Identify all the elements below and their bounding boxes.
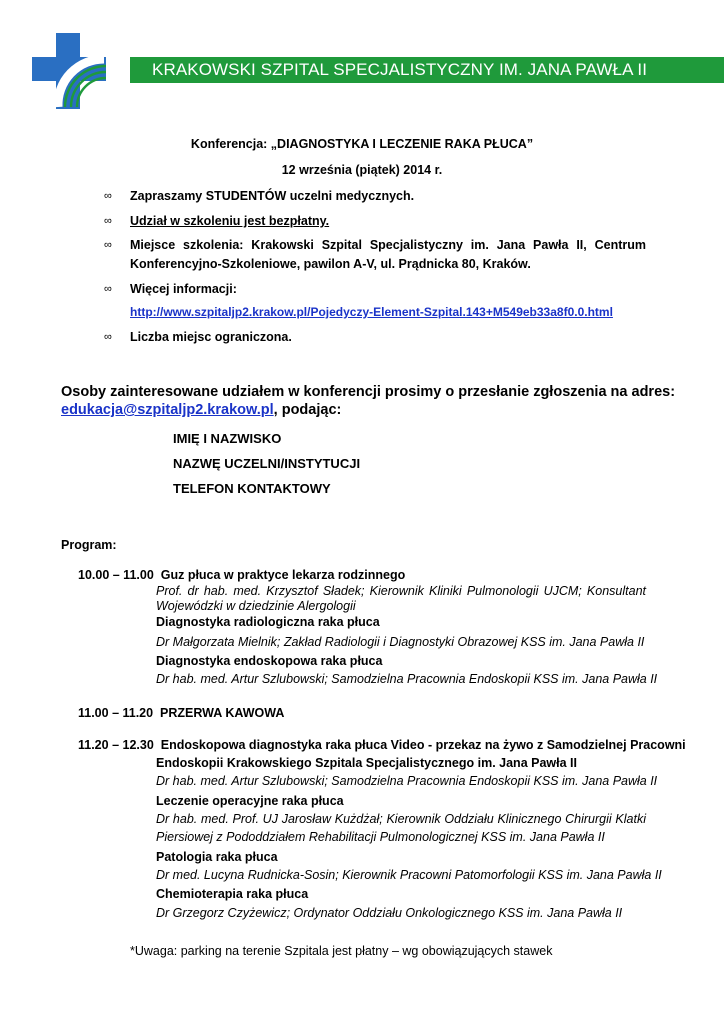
bullet-free: Udział w szkoleniu jest bezpłatny. [130, 214, 330, 228]
bullet-infinity-icon: ∞ [104, 283, 112, 295]
block2-speaker3: Dr med. Lucyna Rudnicka-Sosin; Kierownik Pracowni Patomorfologii KSS im. Jana Pawła II [156, 868, 662, 882]
block1-topic3: Diagnostyka endoskopowa raka płuca [156, 654, 383, 668]
block2-title-line2: Endoskopii Krakowskiego Szpitala Specjalistycznego im. Jana Pawła II [156, 756, 577, 770]
block2-topic3: Patologia raka płuca [156, 850, 278, 864]
program-label: Program: [61, 538, 117, 552]
info-url-link[interactable]: http://www.szpitaljp2.krakow.pl/Pojedyczy-Element-Szpital.143+M549eb33a8f0.0.html [130, 305, 613, 319]
registration-suffix: , podając: [273, 402, 342, 418]
block1-speaker2: Dr Małgorzata Mielnik; Zakład Radiologii i Diagnostyki Obrazowej KSS im. Jana Pawła II [156, 635, 645, 649]
field-phone: TELEFON KONTAKTOWY [173, 481, 331, 496]
bullet-location-line2: Konferencyjno-Szkoleniowe, pawilon A-V, ul. Prądnicka 80, Kraków. [130, 257, 531, 271]
registration-email-line [61, 401, 341, 419]
block2-speaker1: Dr hab. med. Artur Szlubowski; Samodzielna Pracownia Endoskopii KSS im. Jana Pawła II [156, 774, 658, 788]
program-break [78, 705, 284, 721]
block2-speaker2-line2: Piersiowej z Pododdziałem Rehabilitacji Pulmonologicznej KSS im. Jana Pawła II [156, 830, 605, 844]
block2-topic4: Chemioterapia raka płuca [156, 887, 309, 901]
block2-speaker2-line1: Dr hab. med. Prof. UJ Jarosław Kużdżał; Kierownik Oddziału Klinicznego Chirurgii Klatki [156, 812, 646, 826]
hospital-cross-logo [32, 33, 106, 109]
parking-note: *Uwaga: parking na terenie Szpitala jest płatny – wg obowiązujących stawek [130, 944, 553, 958]
block1-time: 10.00 – 11.00 [78, 568, 154, 582]
bullet-limited: Liczba miejsc ograniczona. [130, 330, 292, 344]
bullet-students: Zapraszamy STUDENTÓW uczelni medycznych. [130, 189, 415, 203]
field-institution: NAZWĘ UCZELNI/INSTYTUCJI [173, 456, 361, 471]
bullet-more-info: Więcej informacji: [130, 282, 237, 296]
block2-speaker4: Dr Grzegorz Czyżewicz; Ordynator Oddziału Onkologicznego KSS im. Jana Pawła II [156, 906, 623, 920]
block1-topic2: Diagnostyka radiologiczna raka płuca [156, 615, 380, 629]
block2-topic2: Leczenie operacyjne raka płuca [156, 794, 344, 808]
bullet-infinity-icon: ∞ [104, 331, 112, 343]
block1-speaker1-line2: Wojewódzki w dziedzinie Alergologii [156, 599, 356, 613]
hospital-name-banner: KRAKOWSKI SZPITAL SPECJALISTYCZNY IM. JANA PAWŁA II [130, 57, 724, 83]
field-name: IMIĘ I NAZWISKO [173, 431, 282, 446]
break-title: PRZERWA KAWOWA [160, 706, 285, 720]
program-block2-header [78, 737, 686, 753]
block2-title-line1: Endoskopowa diagnostyka raka płuca Video - przekaz na żywo z Samodzielnej Pracowni [160, 738, 686, 752]
program-block1-header [78, 567, 405, 583]
block1-title: Guz płuca w praktyce lekarza rodzinnego [160, 568, 406, 582]
conference-title: Konferencja: „DIAGNOSTYKA I LECZENIE RAKA PŁUCA” [190, 137, 534, 151]
bullet-infinity-icon: ∞ [104, 239, 112, 251]
block1-speaker3: Dr hab. med. Artur Szlubowski; Samodzielna Pracownia Endoskopii KSS im. Jana Pawła II [156, 672, 658, 686]
break-time: 11.00 – 11.20 [78, 706, 154, 720]
block1-speaker1-line1: Prof. dr hab. med. Krzysztof Sładek; Kierownik Kliniki Pulmonologii UJCM; Konsultant [156, 584, 646, 598]
bullet-infinity-icon: ∞ [104, 190, 112, 202]
block2-time: 11.20 – 12.30 [78, 738, 154, 752]
registration-text: Osoby zainteresowane udziałem w konferencji prosimy o przesłanie zgłoszenia na adres: [61, 384, 676, 400]
registration-email-link[interactable]: edukacja@szpitaljp2.krakow.pl [61, 402, 274, 418]
bullet-infinity-icon: ∞ [104, 215, 112, 227]
conference-date: 12 września (piątek) 2014 r. [281, 163, 443, 177]
bullet-location-line1: Miejsce szkolenia: Krakowski Szpital Specjalistyczny im. Jana Pawła II, Centrum [130, 238, 646, 252]
